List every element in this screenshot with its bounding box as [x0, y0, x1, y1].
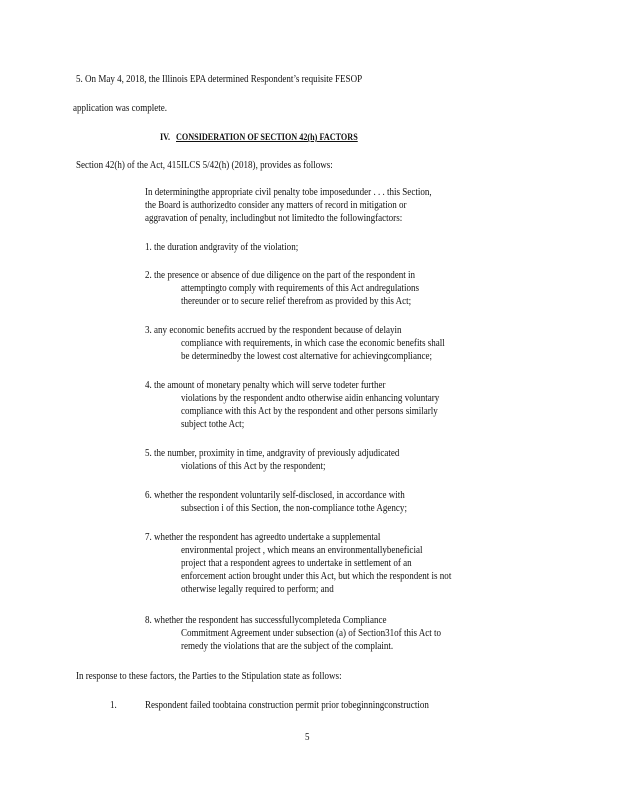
- factor-8-line-3: remedy the violations that are the subject of the complaint.: [181, 641, 394, 652]
- response-intro: In response to these factors, the Parties to the Stipulation state as follows:: [76, 671, 342, 682]
- factor-3-line-3: be determinedby the lowest cost alternative for achievingcompliance;: [181, 351, 432, 362]
- paragraph-5-line-1: 5. On May 4, 2018, the Illinois EPA determined Respondent’s requisite FESOP: [76, 74, 363, 85]
- factor-2-line-1: 2. the presence or absence of due diligence on the part of the respondent in: [145, 270, 416, 281]
- factor-2-line-2: attemptingto comply with requirements of this Act andregulations: [181, 283, 420, 294]
- factor-5-line-2: violations of this Act by the respondent;: [181, 461, 326, 472]
- factor-1-line-1: 1. the duration andgravity of the violation;: [145, 242, 299, 253]
- section-intro: Section 42(h) of the Act, 415ILCS 5/42(h) (2018), provides as follows:: [76, 160, 333, 171]
- page-number: 5: [305, 732, 310, 743]
- response-item-text: Respondent failed toobtaina construction permit prior tobeginningconstruction: [145, 700, 429, 711]
- response-item-number: 1.: [110, 700, 117, 711]
- quote-intro-line-3: aggravation of penalty, includingbut not limitedto the followingfactors:: [145, 213, 403, 224]
- factor-8-line-2: Commitment Agreement under subsection (a) of Section31of this Act to: [181, 628, 442, 639]
- paragraph-5-line-2: application was complete.: [73, 103, 168, 114]
- factor-7-line-4: enforcement action brought under this Act, but which the respondent is not: [181, 571, 452, 582]
- factor-6-line-2: subsection i of this Section, the non-compliance tothe Agency;: [181, 503, 407, 514]
- section-heading-numeral: IV.: [160, 133, 171, 143]
- quote-intro-line-1: In determiningthe appropriate civil penalty tobe imposedunder . . . this Section,: [145, 187, 432, 198]
- factor-4-line-1: 4. the amount of monetary penalty which will serve todeter further: [145, 380, 386, 391]
- factor-7-line-5: otherwise legally required to perform; and: [181, 584, 334, 595]
- factor-4-line-2: violations by the respondent andto otherwise aidin enhancing voluntary: [181, 393, 440, 404]
- quote-intro-line-2: the Board is authorizedto consider any matters of record in mitigation or: [145, 200, 407, 211]
- factor-5-line-1: 5. the number, proximity in time, andgravity of previously adjudicated: [145, 448, 400, 459]
- factor-6-line-1: 6. whether the respondent voluntarily self-disclosed, in accordance with: [145, 490, 405, 501]
- factor-7-line-2: environmental project , which means an environmentallybeneficial: [181, 545, 423, 556]
- factor-3-line-2: compliance with requirements, in which case the economic benefits shall: [181, 338, 445, 349]
- factor-4-line-3: compliance with this Act by the respondent and other persons similarly: [181, 406, 438, 417]
- factor-7-line-1: 7. whether the respondent has agreedto undertake a supplemental: [145, 532, 381, 543]
- factor-3-line-1: 3. any economic benefits accrued by the respondent because of delayin: [145, 325, 402, 336]
- factor-7-line-3: project that a respondent agrees to undertake in settlement of an: [181, 558, 412, 569]
- factor-8-line-1: 8. whether the respondent has successfullycompleteda Compliance: [145, 615, 387, 626]
- factor-4-line-4: subject tothe Act;: [181, 419, 245, 430]
- section-heading-title: CONSIDERATION OF SECTION 42(h) FACTORS: [176, 133, 358, 143]
- factor-2-line-3: thereunder or to secure relief therefrom as provided by this Act;: [181, 296, 412, 307]
